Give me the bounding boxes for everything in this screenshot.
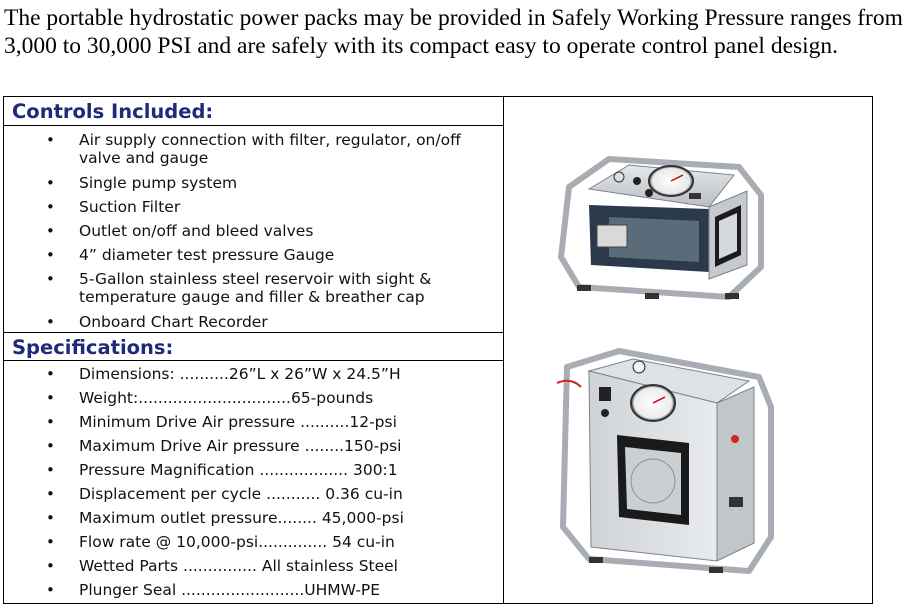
list-item xyxy=(4,413,503,437)
power-pack-photo-side xyxy=(549,347,779,587)
controls-list xyxy=(4,131,503,337)
product-photos-column xyxy=(504,97,872,603)
list-item-label: Plunger Seal .........................UHMW-PE xyxy=(79,581,381,599)
bullet-icon: • xyxy=(46,485,55,503)
bullet-icon: • xyxy=(46,437,55,455)
list-item-label: 4” diameter test pressure Gauge xyxy=(79,246,335,264)
list-item-label: Dimensions: ..........26”L x 26”W x 24.5”H xyxy=(79,365,401,383)
product-details-column xyxy=(4,97,504,603)
bullet-icon: • xyxy=(46,533,55,551)
list-item-label: Flow rate @ 10,000-psi.............. 54 cu-in xyxy=(79,533,395,551)
bullet-icon: • xyxy=(46,581,55,599)
bullet-icon: • xyxy=(46,365,55,383)
list-item-label: Wetted Parts ............... All stainless Steel xyxy=(79,557,398,575)
bullet-icon: • xyxy=(46,313,55,331)
controls-heading: Controls Included: xyxy=(4,97,503,126)
specifications-list xyxy=(4,365,503,605)
list-item xyxy=(4,365,503,389)
list-item xyxy=(4,389,503,413)
list-item xyxy=(4,270,503,313)
list-item xyxy=(4,246,503,270)
bullet-icon: • xyxy=(46,198,55,216)
list-item-label: Pressure Magnification .................. 300:1 xyxy=(79,461,398,479)
list-item xyxy=(4,533,503,557)
list-item-label: Maximum Drive Air pressure ........150-psi xyxy=(79,437,402,455)
product-table xyxy=(3,96,873,604)
bullet-icon: • xyxy=(46,509,55,527)
bullet-icon: • xyxy=(46,557,55,575)
list-item xyxy=(4,581,503,605)
specifications-heading: Specifications: xyxy=(4,332,503,361)
bullet-icon: • xyxy=(46,174,55,192)
list-item xyxy=(4,131,503,174)
list-item xyxy=(4,437,503,461)
list-item xyxy=(4,461,503,485)
list-item xyxy=(4,485,503,509)
list-item-label: Onboard Chart Recorder xyxy=(79,313,268,331)
bullet-icon: • xyxy=(46,270,55,288)
list-item xyxy=(4,509,503,533)
list-item xyxy=(4,222,503,246)
intro-paragraph: The portable hydrostatic power packs may be provided in Safely Working Pressure ranges from 3,000 to 30,000 PSI and are safely with its compact easy to operate control panel design. xyxy=(4,5,903,59)
list-item-label: Outlet on/off and bleed valves xyxy=(79,222,314,240)
bullet-icon: • xyxy=(46,389,55,407)
list-item-label: Displacement per cycle ........... 0.36 cu-in xyxy=(79,485,403,503)
list-item-label: Single pump system xyxy=(79,174,238,192)
power-pack-photo-front xyxy=(549,147,779,307)
list-item xyxy=(4,198,503,222)
list-item-label: Minimum Drive Air pressure ..........12-psi xyxy=(79,413,397,431)
bullet-icon: • xyxy=(46,246,55,264)
bullet-icon: • xyxy=(46,413,55,431)
list-item-label: Air supply connection with filter, regulator, on/off valve and gauge xyxy=(79,131,461,167)
bullet-icon: • xyxy=(46,222,55,240)
bullet-icon: • xyxy=(46,461,55,479)
list-item xyxy=(4,174,503,198)
list-item-label: Maximum outlet pressure........ 45,000-psi xyxy=(79,509,404,527)
list-item-label: 5-Gallon stainless steel reservoir with sight & temperature gauge and filler & breather cap xyxy=(79,270,432,306)
list-item-label: Weight:...............................65-pounds xyxy=(79,389,374,407)
list-item xyxy=(4,557,503,581)
list-item-label: Suction Filter xyxy=(79,198,181,216)
bullet-icon: • xyxy=(46,131,55,149)
